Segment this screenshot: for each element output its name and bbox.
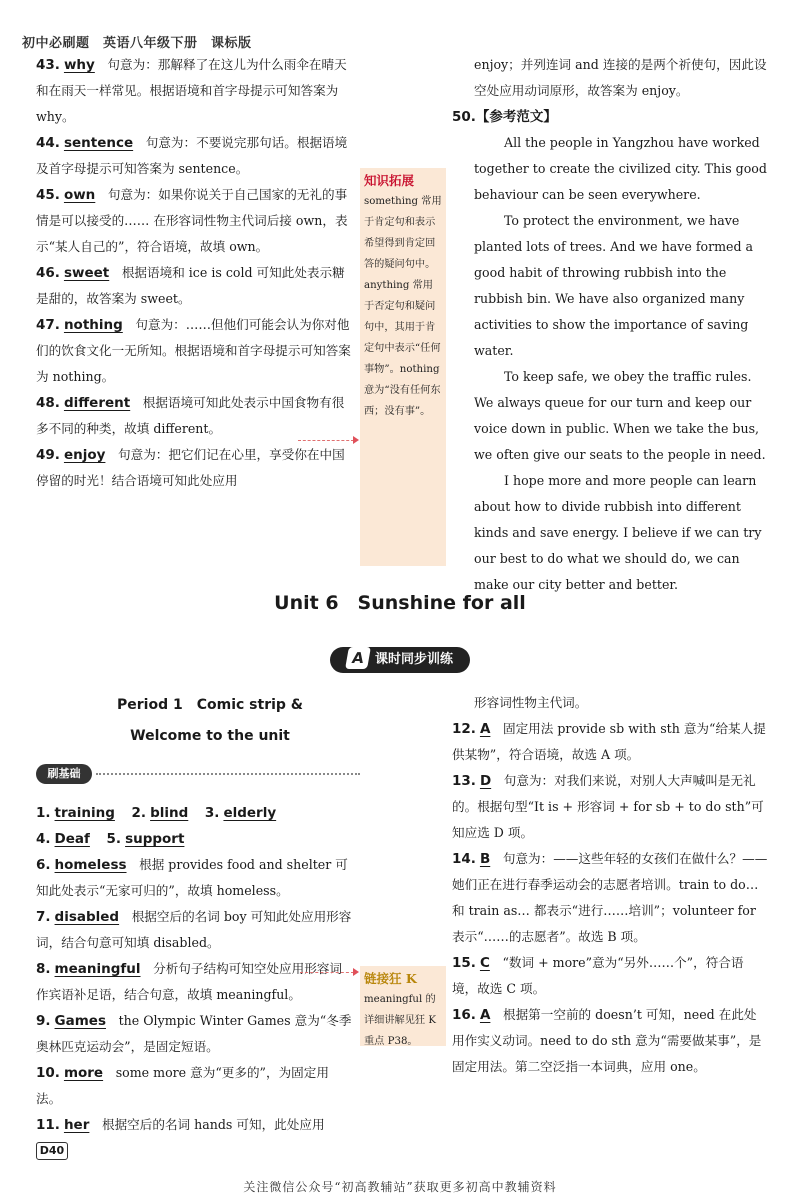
list-item: 10. more some more 意为“更多的”，为固定用法。 [36, 1065, 329, 1106]
sidebar-title: 链接狂 K [364, 971, 417, 986]
sidebar-text: meaningful 的详细讲解见狂 K 重点 P38。 [364, 994, 436, 1047]
sidebar-title: 知识拓展 [364, 173, 415, 188]
bottom-left-column [36, 800, 352, 1138]
period-line-2: Welcome to the unit [130, 728, 290, 744]
link-sidebar [360, 966, 446, 1046]
list-item: 6. homeless 根据 provides food and shelter 可知此处表示“无家可归的”，故填 homeless。 [36, 857, 348, 898]
list-item: 45. own 句意为：如果你说关于自己国家的无礼的事情是可以接受的…… 在形容词性物主代词后接 own，表示“某人自己的”，符合语境，故填 own。 [36, 187, 348, 254]
list-item: 46. sweet 根据语境和 ice is cold 可知此处表示糖是甜的，故答案为 sweet。 [36, 265, 345, 306]
footer-note: 关注微信公众号“初高教辅站”获取更多初高中教辅资料 [243, 1180, 557, 1194]
essay-paragraph: All the people in Yangzhou have worked together to create the civilized city. This good behaviour can be seen everywhere. [474, 135, 767, 202]
list-item: 12. A 固定用法 provide sb with sth 意为“给某人提供某物”，符合语境，故选 A 项。 [452, 721, 766, 762]
list-item: 13. D 句意为：对我们来说，对别人大声喊叫是无礼的。根据句型“It is + 形容词 + for sb + to do sth”可知应选 D 项。 [452, 773, 764, 840]
pointer-line [298, 440, 354, 441]
top-left-column [36, 52, 352, 494]
list-item: 7. disabled 根据空后的名词 boy 可知此处应用形容词，结合句意可知填 disabled。 [36, 909, 352, 950]
arrow-icon [353, 436, 359, 444]
list-item: 48. different 根据语境可知此处表示中国食物有很多不同的种类，故填 different。 [36, 395, 345, 436]
arrow-icon [353, 968, 359, 976]
list-item: 47. nothing 句意为：……但他们可能会认为你对他们的饮食文化一无所知。根据语境和首字母提示可知答案为 nothing。 [36, 317, 351, 384]
essay-paragraph: To protect the environment, we have planted lots of trees. And we have formed a good habit of throwing rubbish into the rubbish bin. We have also organized many activities to show the importance of saving water. [474, 213, 754, 358]
list-item: 11. her 根据空后的名词 hands 可知，此处应用 [36, 1117, 325, 1133]
list-item: 43. why 句意为：那解释了在这儿为什么雨伞在晴天和在雨天一样常见。根据语境和首字母提示可知答案为 why。 [36, 57, 347, 124]
running-header: 初中必刷题 英语八年级下册 课标版 [22, 36, 252, 51]
list-item: 49. enjoy 句意为：把它们记在心里，享受你在中国停留的时光！结合语境可知此处应用 [36, 447, 345, 488]
bottom-right-column [452, 690, 768, 1080]
period-title [60, 690, 360, 752]
section-banner [330, 647, 470, 673]
dotted-divider [96, 773, 360, 775]
period-line-1: Period 1 Comic strip & [117, 697, 303, 713]
unit-title: Unit 6 Sunshine for all [274, 592, 526, 614]
list-item: 14. B 句意为：——这些年轻的女孩们在做什么？——她们正在进行春季运动会的志愿者培训。train to do… 和 train as… 都表示“进行……培训”；volunteer for 表示“……的志愿者”。故选 B 项。 [452, 851, 768, 944]
pointer-line [300, 972, 354, 973]
essay-paragraph: I hope more and more people can learn about how to divide rubbish into different kinds and save energy. I believe if we can try our best to do what we should do, we can make our city better and better. [474, 473, 762, 592]
banner-label: 课时同步训练 [374, 652, 453, 667]
top-right-column [452, 52, 768, 598]
page-number: D40 [36, 1142, 68, 1160]
list-item: 44. sentence 句意为：不要说完那句话。根据语境及首字母提示可知答案为 sentence。 [36, 135, 348, 176]
answer-row: 4. Deaf 5. support [36, 831, 185, 847]
continuation-text: 形容词性物主代词。 [474, 695, 588, 710]
answer-row: 1. training 2. blind 3. elderly [36, 805, 277, 821]
essay-paragraph: To keep safe, we obey the traffic rules. We always queue for our turn and keep our voice down in public. When we take the bus, we often give our seats to the people in need. [474, 369, 766, 462]
list-item: 9. Games the Olympic Winter Games 意为“冬季奥林匹克运动会”，是固定短语。 [36, 1013, 352, 1054]
list-item: 8. meaningful 分析句子结构可知空处应用形容词作宾语补足语，结合句意，故填 meaningful。 [36, 961, 343, 1002]
essay-number: 50. [452, 109, 476, 125]
continuation-text: enjoy；并列连词 and 连接的是两个祈使句，因此设空处应用动词原形，故答案为 enjoy。 [474, 57, 767, 98]
list-item: 15. C “数词 + more”意为“另外……个”，符合语境，故选 C 项。 [452, 955, 744, 996]
sidebar-text: something 常用于肯定句和表示希望得到肯定回答的疑问句中。anything 常用于否定句和疑问句中，其用于肯定句中表示“任何事物”。nothing 意为“没有任何东西；没有事”。 [364, 196, 442, 417]
section-tag: 刷基础 [36, 764, 92, 784]
knowledge-sidebar [360, 168, 446, 566]
essay-label: 【参考范文】 [475, 109, 557, 125]
list-item: 16. A 根据第一空前的 doesn’t 可知，need 在此处用作实义动词。need to do sth 意为“需要做某事”，是固定用法。第二空泛指一本词典，应用 one。 [452, 1007, 762, 1074]
banner-badge: A [345, 647, 371, 669]
